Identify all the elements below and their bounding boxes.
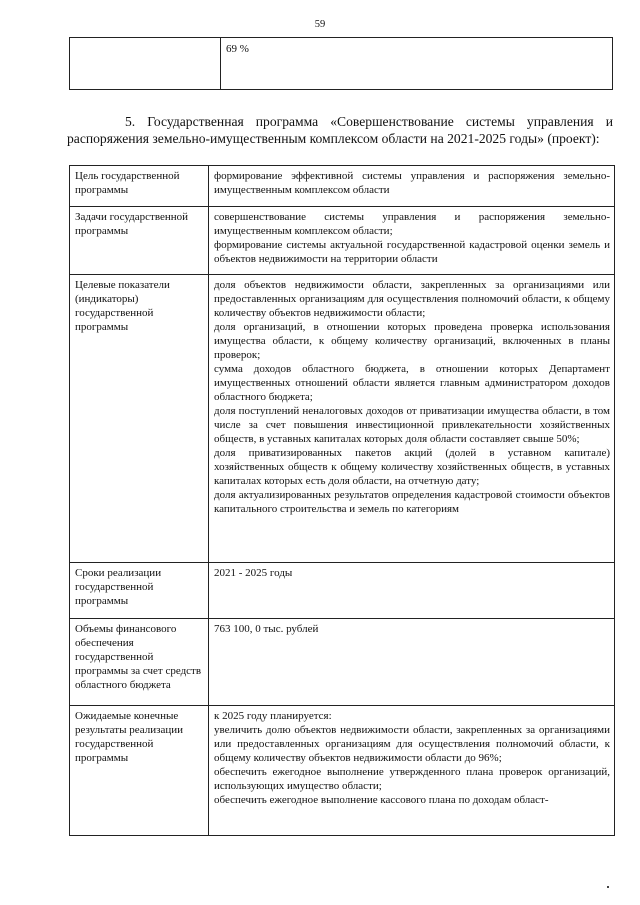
value-line: обеспечить ежегодное выполнение утвержденного плана проверок организаций, использующих имущество области; [214, 766, 610, 792]
row-indicators [70, 275, 615, 563]
value-line: доля поступлений неналоговых доходов от приватизации имущества области, в том числе за счет повышения инвестиционной привлекательности хозяйственных обществ, в уставных капиталах которых доля области составляет свыше 50%; [214, 405, 610, 445]
row-value [209, 207, 615, 275]
row-label: Цель государственной программы [70, 166, 209, 207]
row-value [209, 166, 615, 207]
row-label: Задачи государственной программы [70, 207, 209, 275]
value-line: доля организаций, в отношении которых проведена проверка использования имущества области, к общему количеству организаций, включенных в планы проверок; [214, 321, 610, 361]
row-goal [70, 166, 615, 207]
continuation-left-cell [70, 38, 221, 90]
program-passport-table [69, 165, 615, 836]
value-line: сумма доходов областного бюджета, в отношении которых Департамент имущественных отношений области является главным администратором доходов областного бюджета; [214, 363, 610, 403]
continuation-value-cell: 69 % [221, 38, 613, 90]
row-value [209, 706, 615, 836]
row-label: Объемы финансового обеспечения государственной программы за счет средств областного бюджета [70, 619, 209, 706]
value-line: увеличить долю объектов недвижимости области, закрепленных за организациями или предоставленных организациям для осуществления полномочий области, к общему количеству объектов недвижимости области до 96%; [214, 724, 610, 764]
row-label: Сроки реализации государственной программы [70, 563, 209, 619]
row-tasks [70, 207, 615, 275]
value-line: 763 100, 0 тыс. рублей [214, 623, 319, 635]
row-funding [70, 619, 615, 706]
value-line: к 2025 году планируется: [214, 710, 332, 722]
value-line: обеспечить ежегодное выполнение кассового плана по доходам област- [214, 794, 549, 806]
value-line: доля приватизированных пакетов акций (долей в уставном капитале) хозяйственных обществ к общему количеству хозяйственных обществ, в уставных капиталах которых есть доля области, на отчетную дату; [214, 447, 610, 487]
page-number: 59 [314, 19, 326, 30]
scan-speck [607, 886, 609, 888]
continuation-table [69, 37, 613, 90]
value-line: совершенствование системы управления и распоряжения земельно-имущественным комплексом области; [214, 211, 610, 237]
value-line: 2021 - 2025 годы [214, 567, 293, 579]
row-label: Ожидаемые конечные результаты реализации государственной программы [70, 706, 209, 836]
value-line: доля объектов недвижимости области, закрепленных за организациями или предоставленных организациям для осуществления полномочий области, к общему количеству объектов недвижимости области; [214, 279, 610, 319]
value-line: доля актуализированных результатов определения кадастровой стоимости объектов капитального строительства и земель по категориям [214, 489, 610, 515]
continuation-row [70, 38, 613, 90]
row-expected-results [70, 706, 615, 836]
row-label: Целевые показатели (индикаторы) государственной программы [70, 275, 209, 563]
row-value [209, 619, 615, 706]
row-timeline [70, 563, 615, 619]
value-line: формирование эффективной системы управления и распоряжения земельно-имущественным комплексом области [214, 170, 610, 196]
value-line: формирование системы актуальной государственной кадастровой оценки земель и объектов недвижимости на территории области [214, 239, 610, 265]
section-heading: 5. Государственная программа «Совершенствование системы управления и распоряжения земельно-имущественным комплексом области на 2021-2025 годы» (проект): [67, 114, 613, 146]
row-value [209, 563, 615, 619]
row-value [209, 275, 615, 563]
